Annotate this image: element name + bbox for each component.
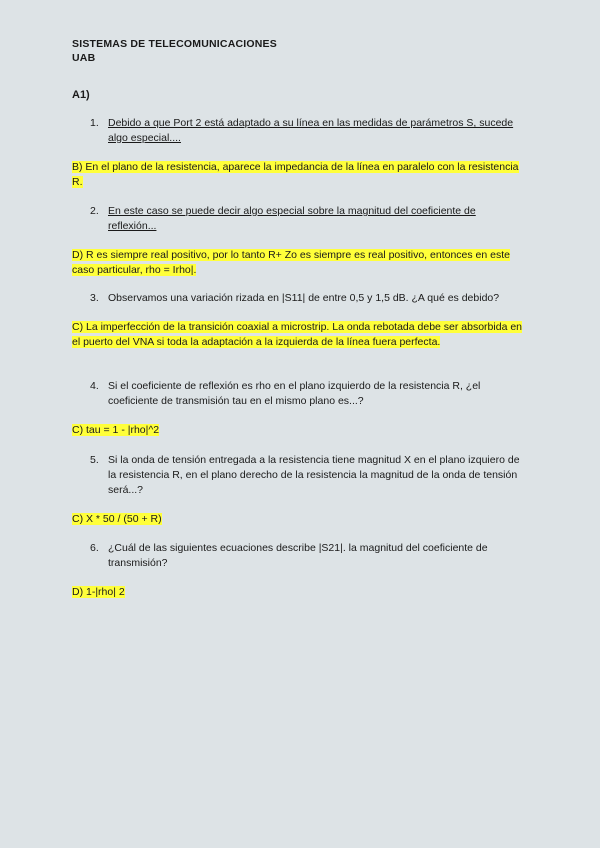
question-5 xyxy=(90,453,520,498)
question-number: 4. xyxy=(90,380,99,392)
question-text: Debido a que Port 2 está adaptado a su línea en las medidas de parámetros S, sucede algo especial.... xyxy=(108,117,514,144)
question-number: 6. xyxy=(90,542,99,554)
question-number: 3. xyxy=(90,292,99,304)
answer-text: C) X * 50 / (50 + R) xyxy=(72,513,162,525)
question-number: 2. xyxy=(90,205,99,217)
answer-text: D) R es siempre real positivo, por lo tanto R+ Zo es siempre es real positivo, entonces en este caso particular, rho = Irho|. xyxy=(72,249,510,276)
question-4 xyxy=(90,379,520,409)
question-2 xyxy=(90,204,520,234)
answer-text: C) tau = 1 - |rho|^2 xyxy=(72,424,160,436)
document-header xyxy=(72,37,277,65)
section-title: A1) xyxy=(72,89,90,101)
answer-2 xyxy=(72,248,522,278)
question-6 xyxy=(90,541,520,571)
question-text: Si la onda de tensión entregada a la resistencia tiene magnitud X en el plano izquiero de la resistencia R, en el plano derecho de la resistencia la magnitud de la onda de tensión será...? xyxy=(108,454,520,496)
answer-3 xyxy=(72,320,522,350)
question-1 xyxy=(90,116,520,146)
answer-6 xyxy=(72,585,522,600)
question-text: En este caso se puede decir algo especial sobre la magnitud del coeficiente de reflexión... xyxy=(108,205,476,232)
course-title: SISTEMAS DE TELECOMUNICACIONES xyxy=(72,38,277,50)
question-number: 5. xyxy=(90,454,99,466)
question-number: 1. xyxy=(90,117,99,129)
question-text: Observamos una variación rizada en |S11| de entre 0,5 y 1,5 dB. ¿A qué es debido? xyxy=(108,292,500,304)
university-name: UAB xyxy=(72,52,96,64)
answer-text: B) En el plano de la resistencia, aparece la impedancia de la línea en paralelo con la resistencia R. xyxy=(72,161,519,188)
answer-text: C) La imperfección de la transición coaxial a microstrip. La onda rebotada debe ser absorbida en el puerto del VNA si toda la adaptación a la izquierda de la línea fuera perfecta. xyxy=(72,321,523,348)
answer-1 xyxy=(72,160,522,190)
answer-text: D) 1-|rho| 2 xyxy=(72,586,125,598)
question-text: ¿Cuál de las siguientes ecuaciones describe |S21|. la magnitud del coeficiente de transmisión? xyxy=(108,542,488,569)
question-3 xyxy=(90,291,520,306)
answer-4 xyxy=(72,423,522,438)
answer-5 xyxy=(72,512,522,527)
question-text: Si el coeficiente de reflexión es rho en el plano izquierdo de la resistencia R, ¿el coeficiente de transmisión tau en el mismo plano es...? xyxy=(108,380,481,407)
